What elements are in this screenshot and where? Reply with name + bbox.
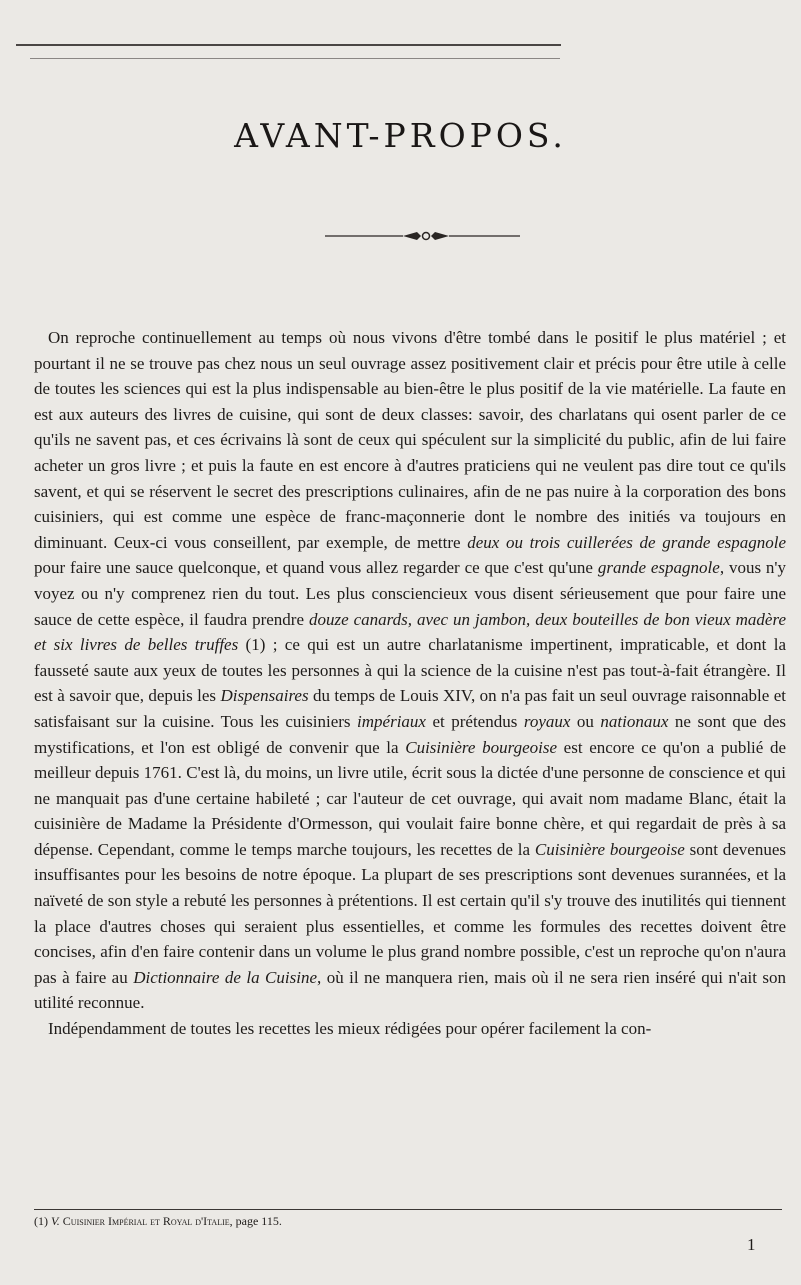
paragraph-2: Indépendamment de toutes les recettes les mieux rédigées pour opérer facilement la con-: [48, 1019, 652, 1039]
italic-run: douze canards, avec un jambon, deux bouteilles de bon vieux madère et six livres de belles truffes: [34, 609, 787, 655]
ornament-divider: [325, 229, 520, 243]
italic-run: Cuisinière bourgeoise: [534, 839, 685, 859]
text-run: est encore ce qu'on a publié de meilleur depuis 1761. C'est là, du moins, un livre utile, écrit sous la dictée d'une personne de conscience et qui ne manquait pas d'une certaine habileté ; car l'auteur de cet ouvrage, qui avait nom madame Blanc, était la cuisinière de Madame la Présidente d'Ormesson, qui voulait faire bonne chère, et qui regardait de près à sa dépense. Cependant, comme le temps marche toujours, les recettes de la: [34, 737, 787, 859]
italic-run: nationaux: [600, 711, 669, 731]
italic-run: Cuisinière bourgeoise: [405, 737, 558, 757]
footnote-reference: Cuisinier Impérial et Royal d'Italie,: [62, 1214, 233, 1228]
body-text: [34, 325, 786, 1042]
text-run: On reproche continuellement au temps où nous vivons d'être tombé dans le positif le plus matériel ; et pourtant il ne se trouve pas chez nous un seul ouvrage assez positivement clair et précis pour être utile à celle de toutes les sciences qui est la plus indispensable au bien-être le plus positif de la vie matérielle. La faute en est aux auteurs des livres de cuisine, qui sont de deux classes: savoir, des charlatans qui osent parler de ce qu'ils ne savent pas, et ces écrivains là sont de ceux qui spéculent sur la simplicité du public, afin de lui faire acheter un gros livre ; et puis la faute en est encore à d'autres praticiens qui ne veulent pas dire tout ce qu'ils savent, et qui se réservent le secret des prescriptions culinaires, afin de ne pas nuire à la corporation des bons cuisiniers, qui est comme une espèce de franc-maçonnerie dont le nombre des initiés va toujours en diminuant. Ceux-ci vous conseillent, par exemple, de mettre: [34, 328, 786, 552]
footnote-mark: (1): [34, 1214, 48, 1228]
italic-run: Dispensaires: [220, 686, 309, 706]
italic-run: deux ou trois cuillerées de grande espagnole: [467, 532, 786, 552]
text-run: ou: [570, 711, 601, 731]
text-run: ne sont que des mystifications, et l'on est obligé de convenir que la: [34, 711, 786, 757]
top-rule: [16, 44, 561, 46]
page-number: 1: [747, 1235, 756, 1254]
italic-run: Dictionnaire de la Cuisine: [133, 967, 317, 987]
text-run: , vous n'y voyez ou n'y comprenez rien du tout. Les plus consciencieux vous disent sérieusement que pour faire une sauce de cette espèce, il faudra prendre: [34, 558, 786, 629]
text-run: et prétendus: [425, 711, 524, 731]
text-run: du temps de Louis XIV, on n'a pas fait un seul ouvrage raisonnable et satisfaisant sur la cuisine. Tous les cuisiniers: [34, 686, 786, 731]
text-run: , où il ne manquera rien, mais où il ne sera rien inséré qui n'ait son utilité reconnue.: [34, 967, 787, 1013]
paragraph-1: [34, 325, 786, 1016]
page-title: AVANT-PROPOS.: [234, 116, 567, 156]
italic-run: impériaux: [357, 711, 426, 731]
top-rule-secondary: [30, 58, 560, 59]
italic-run: grande espagnole: [597, 558, 720, 578]
footnote: [34, 1214, 734, 1229]
footnote-rule: [34, 1209, 782, 1210]
footnote-page: page 115.: [232, 1214, 282, 1228]
italic-run: royaux: [523, 711, 571, 731]
text-run: pour faire une sauce quelconque, et quand vous allez regarder ce que c'est qu'une: [34, 558, 598, 578]
text-run: sont devenues insuffisantes pour les besoins de notre époque. La plupart de ses prescriptions sont devenues surannées, et la naïveté de son style a rebuté les personnes à prétentions. Il est certain qu'il s'y trouve des inutilités qui tiennent la place d'autres choses qui seraient plus essentielles, et comme les formules des recettes doivent être concises, afin d'en faire contenir dans un volume le plus grand nombre possible, c'est un reproche qu'on n'aura pas à faire au: [34, 839, 787, 987]
text-run: (1) ; ce qui est un autre charlatanisme impertinent, impraticable, et dont la fausseté saute aux yeux de toutes les personnes à qui la science de la cuisine n'est pas tout-à-fait étrangère. Il est à savoir que, depuis les: [34, 635, 786, 706]
footnote-abbrev: V.: [51, 1214, 60, 1228]
